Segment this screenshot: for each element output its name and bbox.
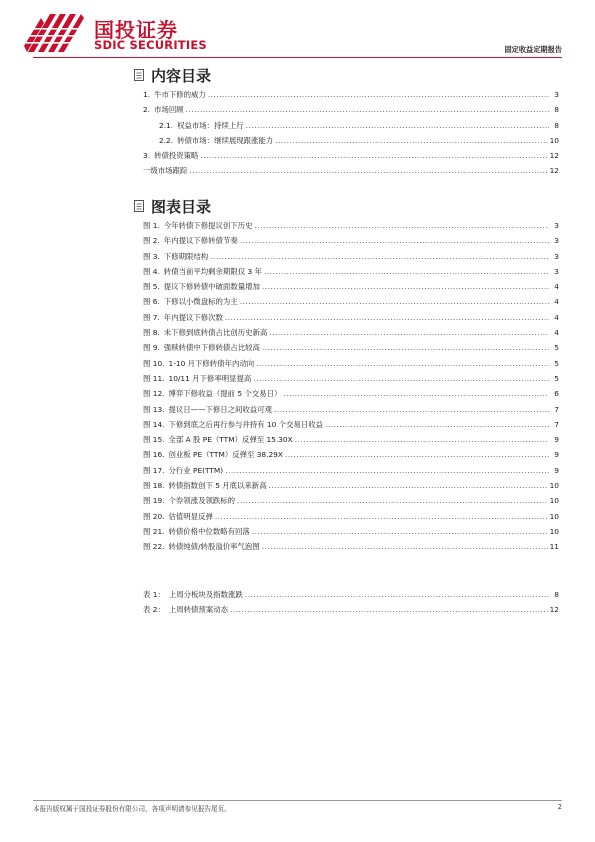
figure-item[interactable]: 图 5. 提议下修转债中破面数量增加 ..... 4 xyxy=(143,279,559,294)
figure-item[interactable]: 图 2. 年内提议下修转债节奏 ..... 3 xyxy=(143,233,559,248)
company-logo xyxy=(22,6,222,56)
contents-heading: 内容目录 xyxy=(151,66,212,85)
document-icon xyxy=(134,200,144,212)
figure-item[interactable]: 图 10. 1-10 月下修转债年内动向 ..... 5 xyxy=(143,356,559,371)
figure-item[interactable]: 图 8. 未下修到底转债占比创历史新高 ..... 4 xyxy=(143,325,559,340)
page-number: 2 xyxy=(557,803,562,811)
figure-item[interactable]: 图 4. 转债当前平均剩余期限仅 3 年 ..... 3 xyxy=(143,264,559,279)
figures-heading: 图表目录 xyxy=(151,197,212,216)
toc-item-2-2[interactable]: 2.2. 转债市场：继续展现跟涨能力 ..... 10 xyxy=(143,133,559,148)
toc-item-2-1[interactable]: 2.1. 权益市场：持续上行 ..... 8 xyxy=(143,118,559,133)
toc-item-primary-market[interactable]: 一级市场跟踪 ..... 12 xyxy=(143,163,559,178)
figure-item[interactable]: 图 22. 转债纯债/转股溢价率气泡图 ..... 11 xyxy=(143,539,559,554)
logo-mark-icon xyxy=(22,8,88,54)
figure-item[interactable]: 图 12. 博弈下修收益（提前 5 个交易日） ..... 6 xyxy=(143,386,559,401)
company-name-en: SDIC SECURITIES xyxy=(94,38,207,52)
figure-item[interactable]: 图 14. 下修到底之后再行参与并持有 10 个交易日收益 ..... 7 xyxy=(143,417,559,432)
figures-list xyxy=(143,218,559,555)
header-divider xyxy=(33,57,562,58)
document-icon xyxy=(134,69,144,81)
table-item[interactable]: 表 2： 上周转债预案动态 ..... 12 xyxy=(143,602,559,617)
page-header xyxy=(0,0,595,62)
toc-item-2[interactable]: 2. 市场回顾 ..... 8 xyxy=(143,102,559,117)
tables-list xyxy=(143,587,559,618)
figure-item[interactable]: 图 1. 今年转债下修提议创下历史 ..... 3 xyxy=(143,218,559,233)
contents-list xyxy=(143,87,559,179)
figure-item[interactable]: 图 19. 个券领涨及领跌标的 ..... 10 xyxy=(143,493,559,508)
figure-item[interactable]: 图 18. 转债指数创下 5 月底以来新高 ..... 10 xyxy=(143,478,559,493)
footer-divider xyxy=(33,800,562,801)
figure-item[interactable]: 图 21. 转债价格中位数略有回落 ..... 10 xyxy=(143,524,559,539)
figure-item[interactable]: 图 3. 下修期限结构 ..... 3 xyxy=(143,249,559,264)
figure-item[interactable]: 图 7. 年内提议下修次数 ..... 4 xyxy=(143,310,559,325)
figure-item[interactable]: 图 11. 10/11 月下修率明显提高 ..... 5 xyxy=(143,371,559,386)
toc-item-1[interactable]: 1. 牛市下修的威力 ..... 3 xyxy=(143,87,559,102)
figure-item[interactable]: 图 17. 分行业 PE(TTM) ..... 9 xyxy=(143,463,559,478)
toc-item-3[interactable]: 3. 转债投资策略 ..... 12 xyxy=(143,148,559,163)
figure-item[interactable]: 图 13. 提议日——下修日之间收益可观 ..... 7 xyxy=(143,402,559,417)
figures-section-title xyxy=(134,196,211,216)
table-item[interactable]: 表 1： 上周分板块及指数涨跌 ..... 8 xyxy=(143,587,559,602)
figure-item[interactable]: 图 9. 强赎转债中下修转债占比较高 ..... 5 xyxy=(143,340,559,355)
figure-item[interactable]: 图 16. 创业板 PE（TTM）反弹至 38.29X ..... 9 xyxy=(143,447,559,462)
figure-item[interactable]: 图 15. 全部 A 股 PE（TTM）反弹至 15.30X ..... 9 xyxy=(143,432,559,447)
footer-disclaimer: 本报告版权属于国投证券股份有限公司，各项声明请参见报告尾页。 xyxy=(33,805,231,813)
contents-section-title xyxy=(134,65,211,85)
figure-item[interactable]: 图 6. 下修以小微盘标的为主 ..... 4 xyxy=(143,294,559,309)
report-type: 固定收益定期报告 xyxy=(504,45,562,54)
figure-item[interactable]: 图 20. 估值明显反弹 ..... 10 xyxy=(143,509,559,524)
company-name-cn: 国投证券 xyxy=(94,18,178,42)
